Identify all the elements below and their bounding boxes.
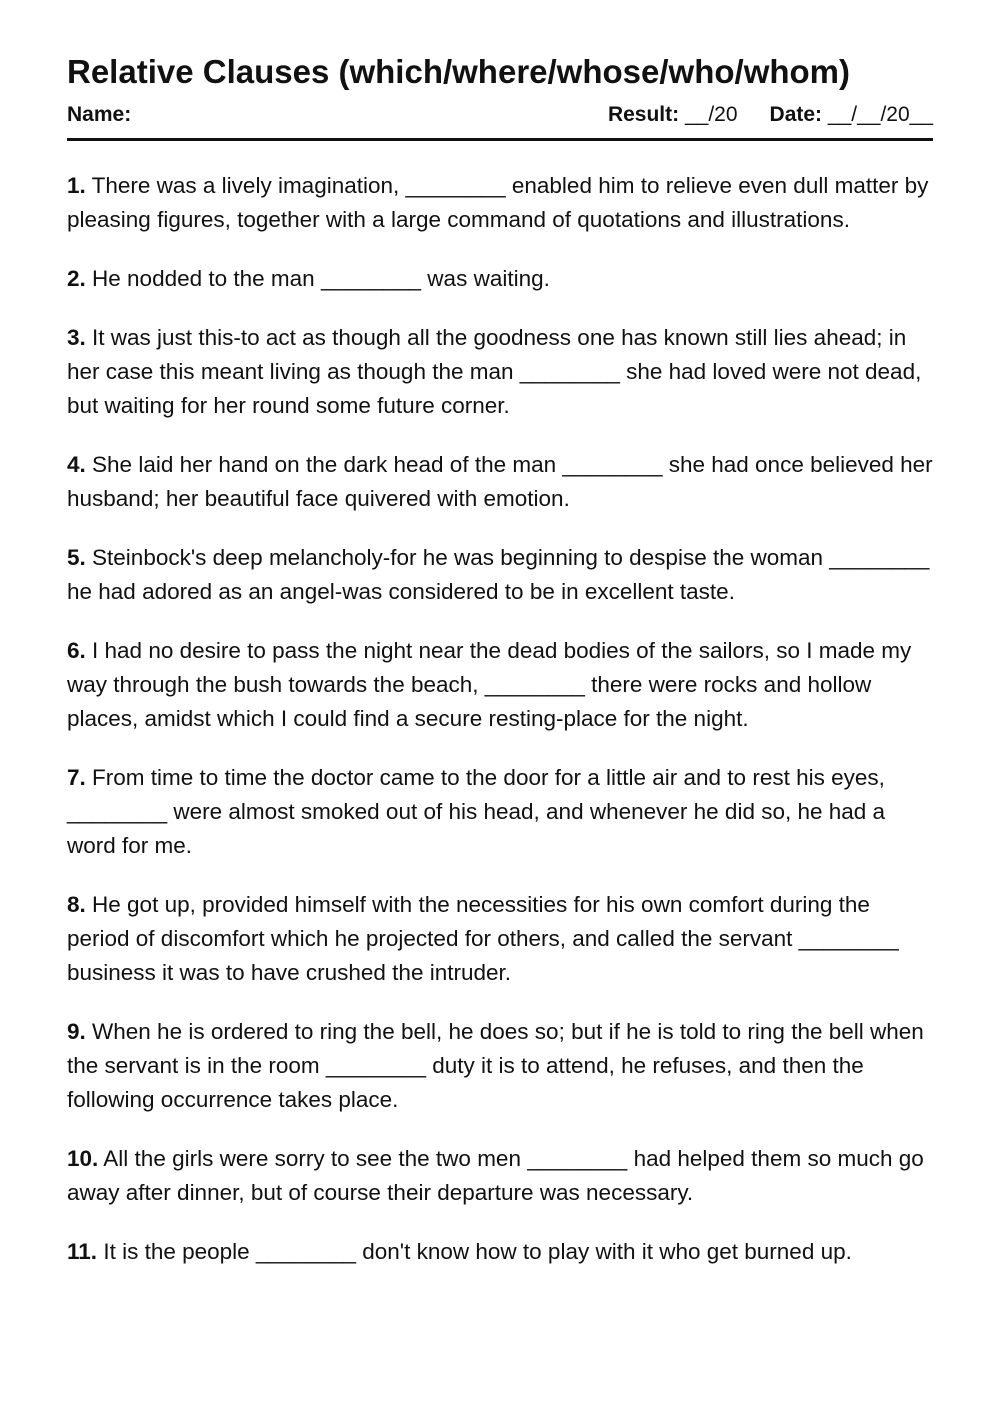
question-number: 2. (67, 266, 86, 291)
result-date-group (608, 100, 933, 130)
name-field (67, 100, 131, 130)
worksheet (67, 50, 933, 1294)
question-text: I had no desire to pass the night near the dead bodies of the sailors, so I made my way through the bush towards the beach, ________ there were rocks and hollow places, amidst which I could find a secure resting-place for the night. (67, 638, 912, 731)
question-number: 11. (67, 1239, 98, 1264)
question-text: He nodded to the man ________ was waiting. (92, 266, 550, 291)
question-item (67, 888, 933, 990)
question-item (67, 1015, 933, 1117)
date-label: Date: (769, 103, 823, 126)
result-label: Result: (607, 103, 680, 126)
question-number: 10. (67, 1146, 99, 1171)
question-item (67, 321, 933, 423)
result-field (608, 100, 738, 130)
question-text: Steinbock's deep melancholy-for he was beginning to despise the woman ________ he had adored as an angel-was considered to be in excellent taste. (67, 545, 930, 604)
date-value: __/__/20__ (827, 103, 933, 126)
question-item (67, 1142, 933, 1210)
question-list (67, 169, 933, 1269)
question-item (67, 1235, 933, 1269)
question-number: 1. (67, 173, 86, 198)
question-number: 5. (67, 545, 86, 570)
question-item (67, 262, 933, 296)
question-number: 7. (67, 765, 86, 790)
question-text: When he is ordered to ring the bell, he does so; but if he is told to ring the bell when the servant is in the room ________ duty it is to attend, he refuses, and then the following occurrence takes place. (67, 1019, 924, 1112)
question-text: All the girls were sorry to see the two men ________ had helped them so much go away after dinner, but of course their departure was necessary. (67, 1146, 924, 1205)
question-item (67, 634, 933, 736)
question-text: From time to time the doctor came to the door for a little air and to rest his eyes, ________ were almost smoked out of his head, and whenever he did so, he had a word for me. (67, 765, 886, 858)
question-text: She laid her hand on the dark head of the man ________ she had once believed her husband; her beautiful face quivered with emotion. (67, 452, 933, 511)
result-value: __/20 (684, 103, 738, 126)
question-number: 9. (67, 1019, 86, 1044)
question-item (67, 541, 933, 609)
header-fields (67, 100, 933, 141)
question-text: There was a lively imagination, ________ enabled him to relieve even dull matter by pleasing figures, together with a large command of quotations and illustrations. (67, 173, 929, 232)
worksheet-title: Relative Clauses (which/where/whose/who/whom) (67, 53, 851, 90)
date-field (770, 100, 933, 130)
question-item (67, 169, 933, 237)
question-item (67, 448, 933, 516)
question-number: 8. (67, 892, 86, 917)
question-number: 4. (67, 452, 86, 477)
question-item (67, 761, 933, 863)
question-text: He got up, provided himself with the necessities for his own comfort during the period of discomfort which he projected for others, and called the servant ________ business it was to have crushed the intruder. (67, 892, 899, 985)
question-number: 6. (67, 638, 86, 663)
question-number: 3. (67, 325, 86, 350)
name-label: Name: (67, 103, 132, 126)
question-text: It is the people ________ don't know how to play with it who get burned up. (103, 1239, 852, 1264)
question-text: It was just this-to act as though all the goodness one has known still lies ahead; in her case this meant living as though the man ________ she had loved were not dead, but waiting for her round some future corner. (67, 325, 922, 418)
